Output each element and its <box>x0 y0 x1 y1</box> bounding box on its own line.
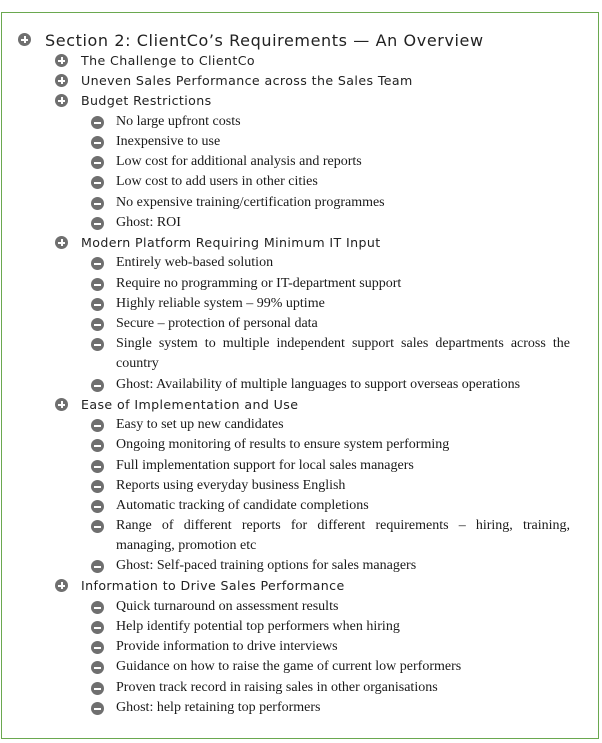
collapse-minus-icon[interactable] <box>91 520 104 533</box>
expand-plus-icon[interactable] <box>55 398 68 411</box>
expand-plus-icon[interactable] <box>55 54 68 67</box>
expand-plus-icon[interactable] <box>55 74 68 87</box>
collapse-minus-icon[interactable] <box>91 136 104 149</box>
outline-item-text: Provide information to drive interviews <box>116 639 338 654</box>
collapse-minus-icon[interactable] <box>91 278 104 291</box>
outline-item[interactable] <box>91 132 220 152</box>
outline-item[interactable] <box>91 213 181 233</box>
outline-item-text: Quick turnaround on assessment results <box>116 599 339 614</box>
outline-item[interactable] <box>91 253 273 273</box>
collapse-minus-icon[interactable] <box>91 298 104 311</box>
outline-heading[interactable] <box>55 73 413 88</box>
outline-item-text: Automatic tracking of candidate completions <box>116 498 369 513</box>
outline-item[interactable] <box>91 637 338 657</box>
outline-heading-text: Information to Drive Sales Performance <box>81 578 345 593</box>
collapse-minus-icon[interactable] <box>91 318 104 331</box>
collapse-minus-icon[interactable] <box>91 197 104 210</box>
expand-plus-icon[interactable] <box>55 236 68 249</box>
collapse-minus-icon[interactable] <box>91 682 104 695</box>
outline-item[interactable] <box>91 456 414 476</box>
outline-item[interactable] <box>91 617 400 637</box>
outline-heading[interactable] <box>55 578 345 593</box>
outline-item[interactable] <box>91 334 570 374</box>
outline-item-text: Guidance on how to raise the game of current low performers <box>116 659 462 674</box>
outline-item-text: Inexpensive to use <box>116 134 221 149</box>
outline-item[interactable] <box>91 516 570 556</box>
outline-item[interactable] <box>91 698 321 718</box>
outline-heading-text: Modern Platform Requiring Minimum IT Input <box>81 235 381 250</box>
collapse-minus-icon[interactable] <box>91 560 104 573</box>
outline-item-text: Full implementation support for local sales managers <box>116 458 414 473</box>
outline-item[interactable] <box>91 274 401 294</box>
expand-plus-icon[interactable] <box>18 33 31 46</box>
outline-item-text: Ghost: Availability of multiple languages to support overseas operations <box>116 377 521 392</box>
collapse-minus-icon[interactable] <box>91 480 104 493</box>
outline-item[interactable] <box>91 496 369 516</box>
collapse-minus-icon[interactable] <box>91 257 104 270</box>
outline-item-text: Easy to set up new candidates <box>116 417 284 432</box>
collapse-minus-icon[interactable] <box>91 661 104 674</box>
outline-heading-text: Uneven Sales Performance across the Sales Team <box>81 73 413 88</box>
outline-item-text: Low cost for additional analysis and reports <box>116 154 362 169</box>
collapse-minus-icon[interactable] <box>91 439 104 452</box>
collapse-minus-icon[interactable] <box>91 176 104 189</box>
outline-item-text: Single system to multiple independent support sales departments across the country <box>116 336 570 371</box>
outline-item[interactable] <box>91 375 520 395</box>
expand-plus-icon[interactable] <box>55 94 68 107</box>
collapse-minus-icon[interactable] <box>91 621 104 634</box>
outline-item[interactable] <box>91 597 338 617</box>
outline-item[interactable] <box>91 657 461 677</box>
collapse-minus-icon[interactable] <box>91 156 104 169</box>
outline-heading-text: The Challenge to ClientCo <box>81 53 255 68</box>
outline-item-text: Reports using everyday business English <box>116 478 346 493</box>
collapse-minus-icon[interactable] <box>91 116 104 129</box>
collapse-minus-icon[interactable] <box>91 379 104 392</box>
outline-item[interactable] <box>91 556 416 576</box>
collapse-minus-icon[interactable] <box>91 338 104 351</box>
outline-heading[interactable] <box>55 93 212 108</box>
outline-heading[interactable] <box>55 235 381 250</box>
outline-heading[interactable] <box>55 53 255 68</box>
section-heading[interactable] <box>18 31 484 50</box>
outline-item-text: Proven track record in raising sales in other organisations <box>116 680 438 695</box>
outline-item[interactable] <box>91 435 449 455</box>
outline-item-text: Ongoing monitoring of results to ensure system performing <box>116 437 450 452</box>
outline-item-text: Ghost: help retaining top performers <box>116 700 321 715</box>
outline-item-text: Ghost: Self-paced training options for sales managers <box>116 558 417 573</box>
section-title: Section 2: ClientCo’s Requirements — An Overview <box>45 31 484 50</box>
collapse-minus-icon[interactable] <box>91 500 104 513</box>
outline-item-text: Help identify potential top performers when hiring <box>116 619 400 634</box>
outline-item-text: Highly reliable system – 99% uptime <box>116 296 325 311</box>
outline-item[interactable] <box>91 415 284 435</box>
collapse-minus-icon[interactable] <box>91 702 104 715</box>
outline-item-text: Secure – protection of personal data <box>116 316 318 331</box>
expand-plus-icon[interactable] <box>55 579 68 592</box>
outline-item[interactable] <box>91 152 362 172</box>
collapse-minus-icon[interactable] <box>91 419 104 432</box>
outline-item[interactable] <box>91 172 318 192</box>
collapse-minus-icon[interactable] <box>91 641 104 654</box>
collapse-minus-icon[interactable] <box>91 601 104 614</box>
outline-item[interactable] <box>91 314 318 334</box>
outline-item-text: Require no programming or IT-department support <box>116 276 402 291</box>
outline-item-text: Ghost: ROI <box>116 215 181 230</box>
outline-item-text: Entirely web-based solution <box>116 255 274 270</box>
collapse-minus-icon[interactable] <box>91 217 104 230</box>
outline-heading[interactable] <box>55 397 298 412</box>
outline-item[interactable] <box>91 476 345 496</box>
outline-item[interactable] <box>91 678 438 698</box>
outline-heading-text: Ease of Implementation and Use <box>81 397 299 412</box>
outline-item[interactable] <box>91 193 385 213</box>
outline-item[interactable] <box>91 294 325 314</box>
collapse-minus-icon[interactable] <box>91 460 104 473</box>
outline-heading-text: Budget Restrictions <box>81 93 212 108</box>
outline-item[interactable] <box>91 112 241 132</box>
outline-item-text: Low cost to add users in other cities <box>116 174 318 189</box>
outline-item-text: Range of different reports for different requirements – hiring, training, managing, promotion etc <box>116 518 570 553</box>
outline-item-text: No large upfront costs <box>116 114 241 129</box>
outline-item-text: No expensive training/certification programmes <box>116 195 385 210</box>
